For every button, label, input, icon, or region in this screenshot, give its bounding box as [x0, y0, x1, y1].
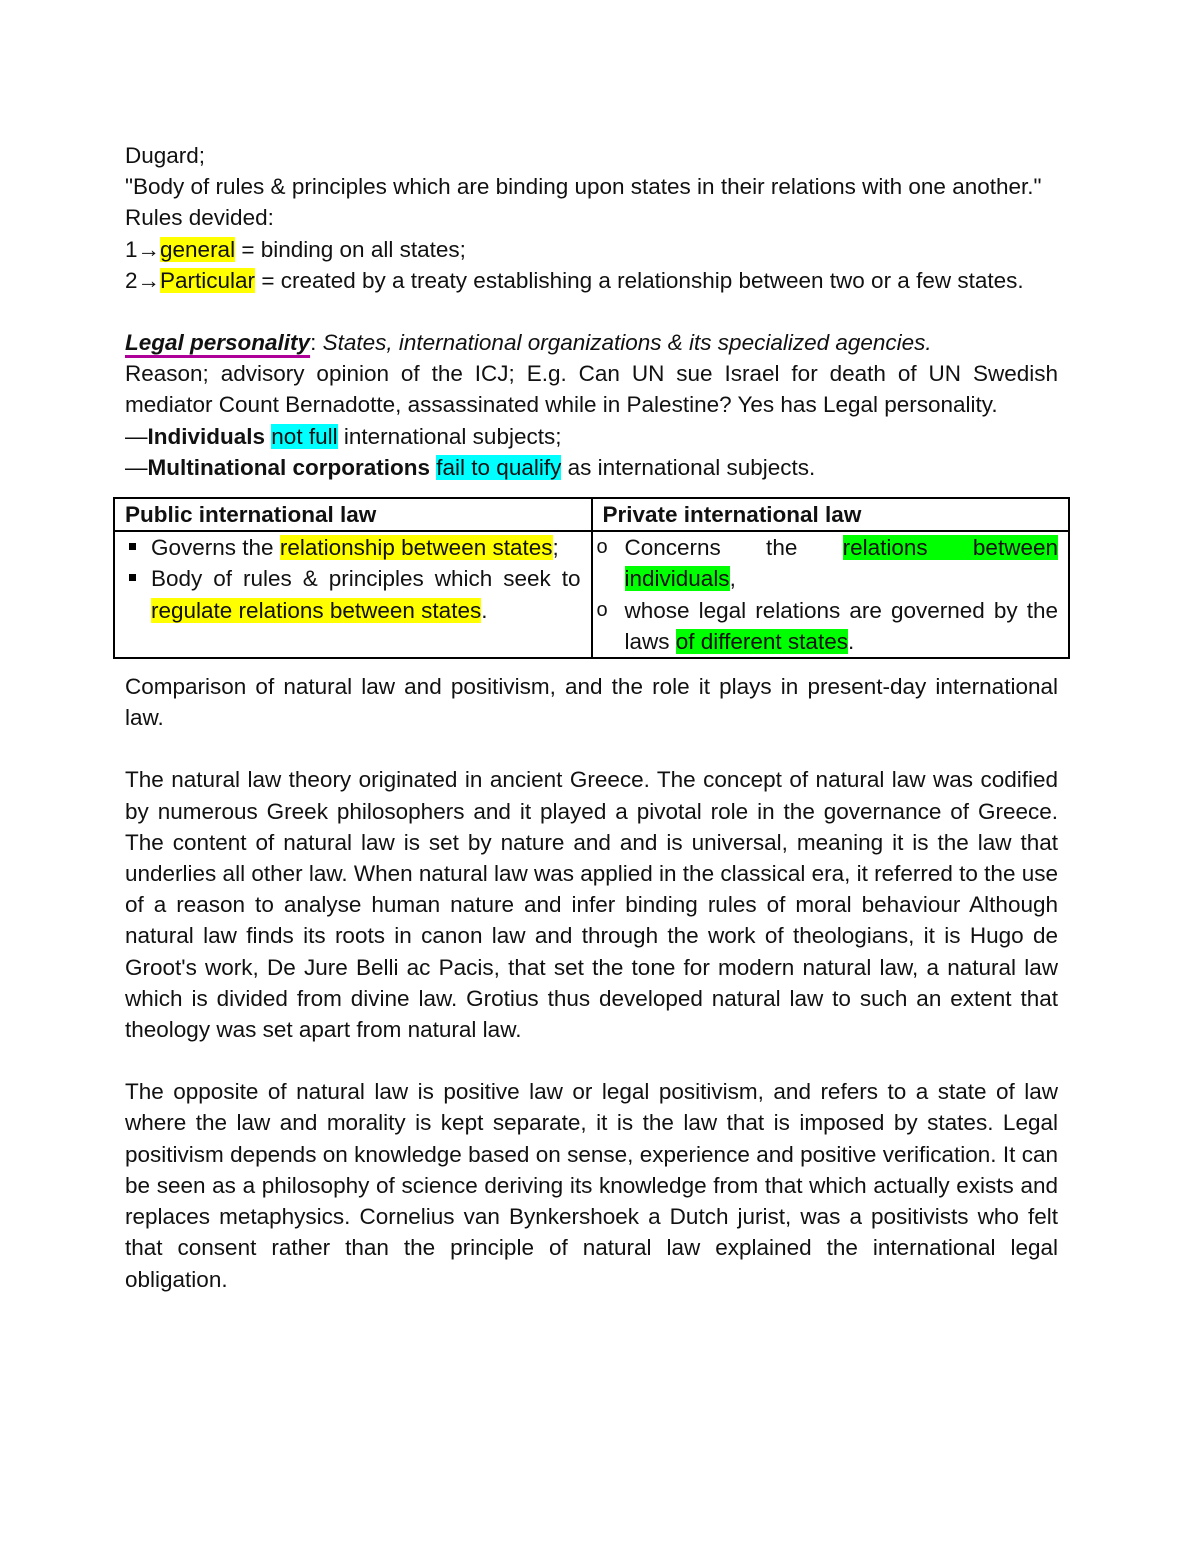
legal-personality-subjects: States, international organizations & its specialized agencies. — [322, 330, 932, 356]
highlight-regulate-relations: regulate relations between states — [151, 597, 482, 623]
spacer — [125, 296, 1058, 327]
highlight-of-different-states: of different states — [675, 628, 848, 654]
table-header-private: Private international law — [592, 498, 1070, 531]
comparison-table — [113, 497, 1070, 659]
individuals-line — [125, 421, 1058, 452]
legal-personality-label: Legal personality — [125, 330, 311, 356]
comparison-heading: Comparison of natural law and positivism, and the role it plays in present-day international law. — [125, 674, 1058, 731]
definition-quote: "Body of rules & principles which are binding upon states in their relations with one another." — [125, 174, 1042, 200]
private-list — [603, 532, 1059, 657]
rule-description: = created by a treaty establishing a relationship between two or a few states. — [255, 267, 1024, 293]
rule-particular — [125, 265, 1058, 296]
reason-paragraph: Reason; advisory opinion of the ICJ; E.g. Can UN sue Israel for death of UN Swedish mediator Count Bernadotte, assassinated while in Palestine? Yes has Legal personality. — [125, 361, 1058, 418]
public-cell — [114, 531, 592, 658]
item-text: Concerns the — [624, 535, 843, 561]
list-item — [151, 532, 581, 563]
legal-personality-colon: : — [310, 330, 323, 356]
natural-law-paragraph: The natural law theory originated in ancient Greece. The concept of natural law was codified by numerous Greek philosophers and it played a pivotal role in the governance of Greece. The content of natural law is set by nature and and is universal, meaning it is the law that underlies all other law. When natural law was applied in the classical era, it referred to the use of a reason to analyse human nature and infer binding rules of moral behaviour Although natural law finds its roots in canon law and through the work of theologians, it is Hugo de Groot's work, De Jure Belli ac Pacis, that set the tone for modern natural law, a natural law which is divided from divine law. Grotius thus developed natural law to such an extent that theology was set apart from natural law. — [125, 767, 1058, 1043]
item-text: ; — [552, 535, 559, 561]
item-text: , — [729, 566, 736, 592]
dash: — — [125, 423, 148, 449]
list-item — [151, 563, 581, 625]
highlight-general: general — [160, 236, 236, 262]
private-cell — [592, 531, 1070, 658]
item-text: . — [481, 597, 488, 623]
mnc-rest: as international subjects. — [561, 454, 816, 480]
rule-number: 1→ — [125, 236, 161, 262]
spacer — [125, 733, 1058, 764]
individuals-rest: international subjects; — [337, 423, 562, 449]
public-list — [125, 532, 581, 626]
spacer — [125, 1045, 1058, 1076]
highlight-particular: Particular — [160, 267, 256, 293]
item-text: . — [847, 628, 855, 654]
table-header-public: Public international law — [114, 498, 592, 531]
item-text: whose legal relations are governed by the laws — [624, 597, 1058, 654]
author-line: Dugard; — [125, 143, 206, 168]
rule-number: 2→ — [125, 267, 161, 293]
list-item — [625, 595, 1059, 657]
table-row — [114, 531, 1069, 658]
individuals-term: Individuals — [147, 423, 266, 449]
document-body — [125, 140, 1058, 1295]
rule-description: = binding on all states; — [235, 236, 466, 262]
highlight-relations-between-individuals: relations between individuals — [624, 535, 1058, 592]
highlight-relationship-between-states: relationship between states — [279, 535, 553, 561]
highlight-fail-to-qualify: fail to qualify — [436, 454, 562, 480]
legal-personality-line — [125, 327, 1058, 358]
item-text: Governs the — [151, 535, 280, 561]
positivism-paragraph: The opposite of natural law is positive law or legal positivism, and refers to a state of law where the law and morality is kept separate, it is the law that is imposed by states. Legal positivism depends on knowledge based on sense, experience and positive verification. It can be seen as a philosophy of science deriving its knowledge from that which actually exists and replaces metaphysics. Cornelius van Bynkershoek a Dutch jurist, was a positivists who felt that consent rather than the principle of natural law explained the international legal obligation. — [125, 1079, 1058, 1292]
mnc-term: Multinational corporations — [147, 454, 431, 480]
list-item — [625, 532, 1059, 594]
rule-general — [125, 234, 1058, 265]
highlight-not-full: not full — [271, 423, 338, 449]
rules-heading: Rules devided: — [125, 205, 274, 231]
item-text: Body of rules & principles which seek to — [151, 566, 581, 592]
table-header-row — [114, 498, 1069, 531]
mnc-line — [125, 452, 1058, 483]
dash: — — [125, 454, 148, 480]
